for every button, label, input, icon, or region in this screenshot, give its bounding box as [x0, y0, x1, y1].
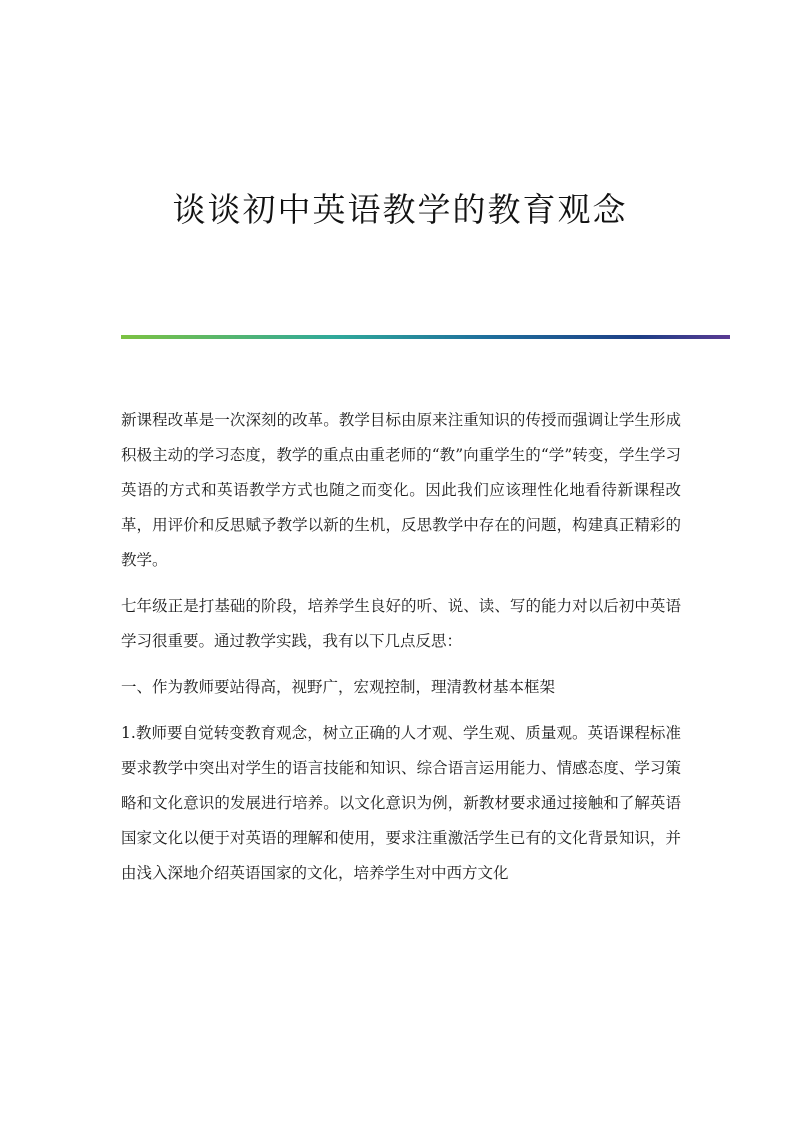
paragraph-grade-seven: 七年级正是打基础的阶段，培养学生良好的听、说、读、写的能力对以后初中英语学习很重要。通过教学实践，我有以下几点反思： — [121, 597, 681, 650]
paragraph-intro: 新课程改革是一次深刻的改革。教学目标由原来注重知识的传授而强调让学生形成积极主动的学习态度，教学的重点由重老师的“教”向重学生的“学”转变，学生学习英语的方式和英语教学方式也随之而变化。因此我们应该理性化地看待新课程改革，用评价和反思赋予教学以新的生机，反思教学中存在的问题，构建真正精彩的教学。 — [121, 411, 681, 569]
paragraph-point-one: 1.教师要自觉转变教育观念，树立正确的人才观、学生观、质量观。英语课程标准要求教学中突出对学生的语言技能和知识、综合语言运用能力、情感态度、学习策略和文化意识的发展进行培养。以文化意识为例，新教材要求通过接触和了解英语国家文化以便于对英语的理解和使用，要求注重激活学生已有的文化背景知识，并由浅入深地介绍英语国家的文化，培养学生对中西方文化 — [121, 724, 681, 882]
document-body — [121, 403, 681, 902]
page-title: 谈谈初中英语教学的教育观念 — [172, 190, 628, 229]
title-divider — [121, 335, 730, 339]
section-heading-one: 一、作为教师要站得高，视野广，宏观控制，理清教材基本框架 — [121, 678, 556, 696]
